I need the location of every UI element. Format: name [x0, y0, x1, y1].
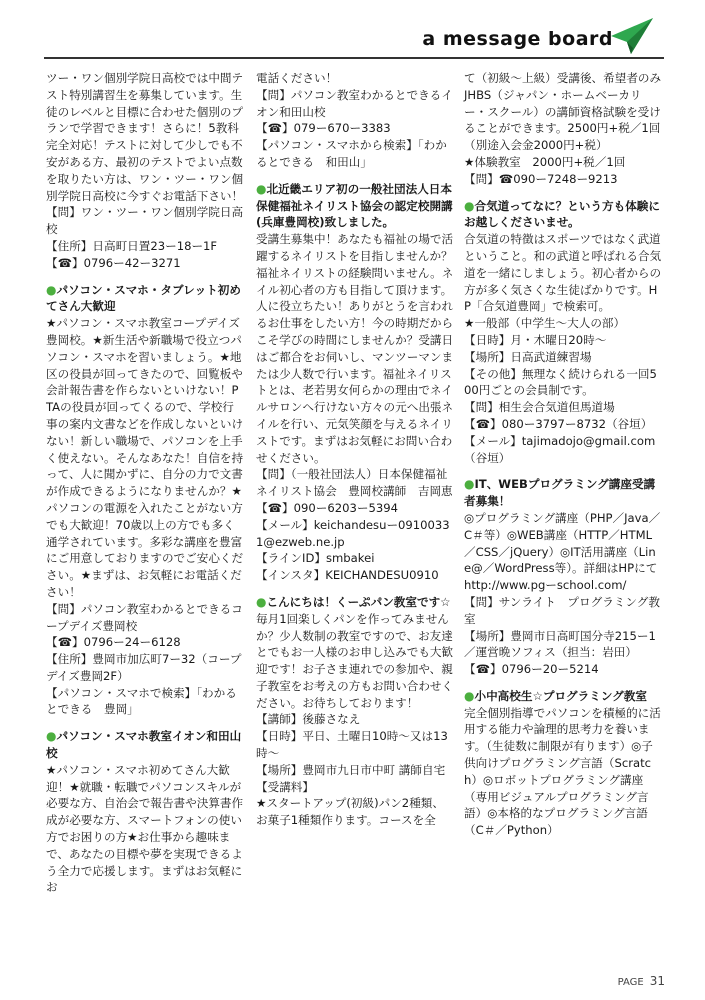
listing-heading-text: 合気道ってなに？という方も体験にお越しくださいませ。 — [464, 198, 660, 230]
listing-entry — [256, 584, 454, 829]
listing-line: 【場所】豊岡市九日市中町 講師自宅 — [256, 762, 446, 777]
paper-plane-icon — [609, 16, 655, 58]
listing-line: て（初級〜上級）受講後、希望者のみJHBS（ジャパン・ホームベーカリー・スクール）の講師資格試験を受けることができます。2500円+税／1回（別途入会金2000円+税） — [464, 71, 662, 153]
listing-heading — [464, 476, 662, 510]
listing-line: 【メール】tajimadojo@gmail.com（谷垣） — [464, 433, 656, 465]
listing-line: 【住所】日高町日置23ー18ー1F — [46, 238, 218, 253]
listing-line: 【日時】平日、土曜日10時〜又は13時〜 — [256, 729, 448, 761]
column-2 — [256, 70, 454, 829]
listing-line: 【パソコン・スマホで検索】「わかるとできる 豊岡」 — [46, 685, 237, 717]
listing-line: 【問】パソコン教室わかるとできるイオン和田山校 — [256, 87, 453, 119]
listing-entry — [464, 188, 662, 467]
listing-line: 合気道の特徴はスポーツではなく武道ということ。和の武道と呼ばれる合気道を一緒にしましょう。初心者からの方が多く気さくな生徒ばかりです。HP「合気道豊岡」で検索可。 — [464, 232, 662, 314]
listing-line: 電話ください！ — [256, 71, 338, 85]
listing-line: 【問】☎090ー7248ー9213 — [464, 171, 618, 186]
page-footer — [618, 974, 665, 988]
listing-line: 【その他】無理なく続けられる一回500円ごとの会員制です。 — [464, 366, 657, 398]
green-bullet-icon: ● — [256, 594, 267, 609]
listing-line: 【問】（一般社団法人）日本保健福祉ネイリスト協会 豊岡校講師 吉岡恵 — [256, 467, 453, 499]
listing-line: 【受講料】 — [256, 779, 314, 794]
green-bullet-icon: ● — [464, 198, 475, 213]
listing-line: 【場所】日高武道練習場 — [464, 349, 592, 364]
listing-heading-text: パソコン・スマホ教室イオン和田山校 — [46, 729, 242, 761]
listing-heading — [256, 181, 454, 231]
listing-entry — [464, 678, 662, 839]
listing-line: 【☎】080ー3797ー8732（谷垣） — [464, 416, 653, 431]
listing-heading — [46, 728, 244, 762]
page-header — [0, 0, 705, 68]
listing-line: 【☎】090ー6203ー5394 — [256, 500, 398, 515]
listing-entry — [256, 70, 454, 171]
page-title: a message board — [422, 28, 613, 50]
green-bullet-icon: ● — [464, 688, 475, 703]
listing-line: ★パソコン・スマホ初めてさん大歓迎！★就職・転職でパソコンスキルが必要な方、自治会で報告書や決算書作成が必要な方、スマートフォンの使い方でお困りの方★お仕事から趣味まで、あなたの目標や夢を実現できるよう全力で応援します。まずはお気軽にお — [46, 762, 244, 895]
listing-line: ◎プログラミング講座（PHP／Java／C＃等）◎WEB講座（HTTP／HTML／CSS／jQuery）◎IT活用講座（Line@／WordPress等）。詳細はHPにて http://www.pgーschool.com/ — [464, 510, 669, 593]
listing-entry — [464, 466, 669, 678]
listing-line: ★一般部（中学生〜大人の部） — [464, 316, 626, 331]
listing-line: 【ラインID】smbakei — [256, 551, 375, 566]
listing-line: 【☎】0796ー24ー6128 — [46, 635, 181, 650]
column-3 — [464, 70, 669, 839]
listing-heading-text: パソコン・スマホ・タブレット初めてさん大歓迎 — [46, 282, 241, 314]
listing-heading — [256, 594, 454, 611]
page-number: 31 — [649, 974, 665, 988]
listing-entry — [464, 70, 662, 188]
listing-line: 【メール】keichandesuー09100331@ezweb.ne.jp — [256, 517, 450, 549]
listing-line: 【問】パソコン教室わかるとできるコープデイズ豊岡校 — [46, 601, 243, 633]
page-label: PAGE — [617, 977, 644, 988]
listing-heading-text: 北近畿エリア初の一般社団法人日本保健福祉ネイリスト協会の認定校開講(兵庫豊岡校)致しました。 — [256, 181, 453, 230]
listing-line: 【☎】079ー670ー3383 — [256, 121, 391, 136]
listing-line: 【日時】月・木曜日20時〜 — [464, 332, 607, 347]
column-1 — [46, 70, 244, 896]
green-bullet-icon: ● — [46, 729, 57, 744]
listing-line: 完全個別指導でパソコンを積極的に活用する能力や論理的思考力を養います。（生徒数に制限が有ります）◎子供向けプログラミング言語（Scratch）◎ロボットプログラミング講座（専用ビジュアルプログラミング言語）◎本格的なプログラミング言語（C＃／Python） — [464, 705, 661, 838]
green-bullet-icon: ● — [256, 181, 267, 196]
green-bullet-icon: ● — [46, 282, 57, 297]
listing-heading-text: 小中高校生☆プログラミング教室 — [474, 688, 647, 703]
listing-line: ★スタートアップ(初級)パン2種類、お菓子1種類作ります。コースを全 — [256, 796, 444, 828]
listing-line: 【☎】0796ー42ー3271 — [46, 255, 181, 270]
listing-line: 【☎】0796ー20ー5214 — [464, 662, 599, 677]
listing-heading — [464, 688, 662, 705]
listing-line: 【住所】豊岡市加広町7ー32（コープデイズ豊岡2F） — [46, 652, 242, 683]
listing-line: 【問】ワン・ツー・ワン個別学院日高校 — [46, 205, 244, 237]
listing-heading-text: IT、WEBプログラミング講座受講者募集！ — [464, 477, 656, 509]
listing-line: 【問】サンライト プログラミング教室 — [464, 594, 660, 626]
listing-line: 【インスタ】KEICHANDESU0910 — [256, 568, 439, 583]
listing-heading — [464, 198, 662, 232]
listing-heading-text: こんにちは！くーぷパン教室です☆ — [266, 594, 451, 609]
listing-line: 【場所】豊岡市日高町国分寺215ー1／運営晩ソフィス（担当：岩田） — [464, 628, 656, 660]
green-bullet-icon: ● — [464, 477, 475, 492]
listing-line: 【パソコン・スマホから検索】「わかるとできる 和田山」 — [256, 138, 447, 169]
listing-entry — [256, 171, 454, 584]
listing-line: 【問】相生会合気道但馬道場 — [464, 400, 615, 415]
listing-entry — [46, 718, 244, 896]
header-rule — [44, 57, 664, 59]
listing-line: 【講師】後藤さなえ — [256, 712, 361, 727]
listing-line: ★体験教室 2000円+税／1回 — [464, 154, 626, 169]
listing-line: ツー・ワン個別学院日高校では中間テスト特別講習生を募集しています。生徒のレベルと目標に合わせた個別のプランで学習できます！さらに！5教科完全対応！テストに対して少しでも不安がある方、最初のテストでよい点数を取りたい方は、ワン・ツー・ワン個別学院日高校に今すぐお電話下さい！ — [46, 71, 244, 203]
listing-heading — [46, 282, 244, 316]
listing-entry — [46, 272, 244, 719]
listing-line: ★パソコン・スマホ教室コープデイズ豊岡校。★新生活や新職場で役立つパソコン・スマホを習いましょう。★地区の役員が回ってきたので、回覧板や会計報告書を作らないといけない！PTAの役員が回ってくるので、学校行事の案内文書などを作成しないといけない！新しい職場で、パソコンを上手く使えない。そんなあなた！自信を持って、人に聞かずに、自分の力で文書が作成できるようになりませんか？★パソコンの電源を入れたことがない方でも大歓迎！70歳以上の方でも多く通学されています。多彩な講座を豊富にご用意しておりますのでご安心ください。★まずは、お気軽にお電話ください！ — [46, 316, 244, 599]
listing-line: 受講生募集中！あなたも福祉の場で活躍するネイリストを目指しませんか？福祉ネイリストの経験問いません。ネイル初心者の方も目指して頂けます。人に役立ちたい！ありがとうを言われるお仕事をしたい方！今の時期だからこそ学びの時間にしませんか？受講日はご都合をお伺いし、マンツーマンまたは少人数で行います。福祉ネイリストとは、老若男女何らかの理由でネイルサロンへ行けない方々の元へ出張ネイルを行い、元気笑顔を与えるネイリストです。まずはお気軽にお問い合わせください。 — [256, 232, 454, 465]
listing-entry — [46, 70, 244, 272]
listing-line: 毎月1回楽しくパンを作ってみませんか？少人数制の教室ですので、お友達とでもお一人様のお申し込みでも大歓迎です！お子さま連れでの参加や、親子教室をお考えの方もお問い合わせください。お待ちしております！ — [256, 611, 454, 710]
